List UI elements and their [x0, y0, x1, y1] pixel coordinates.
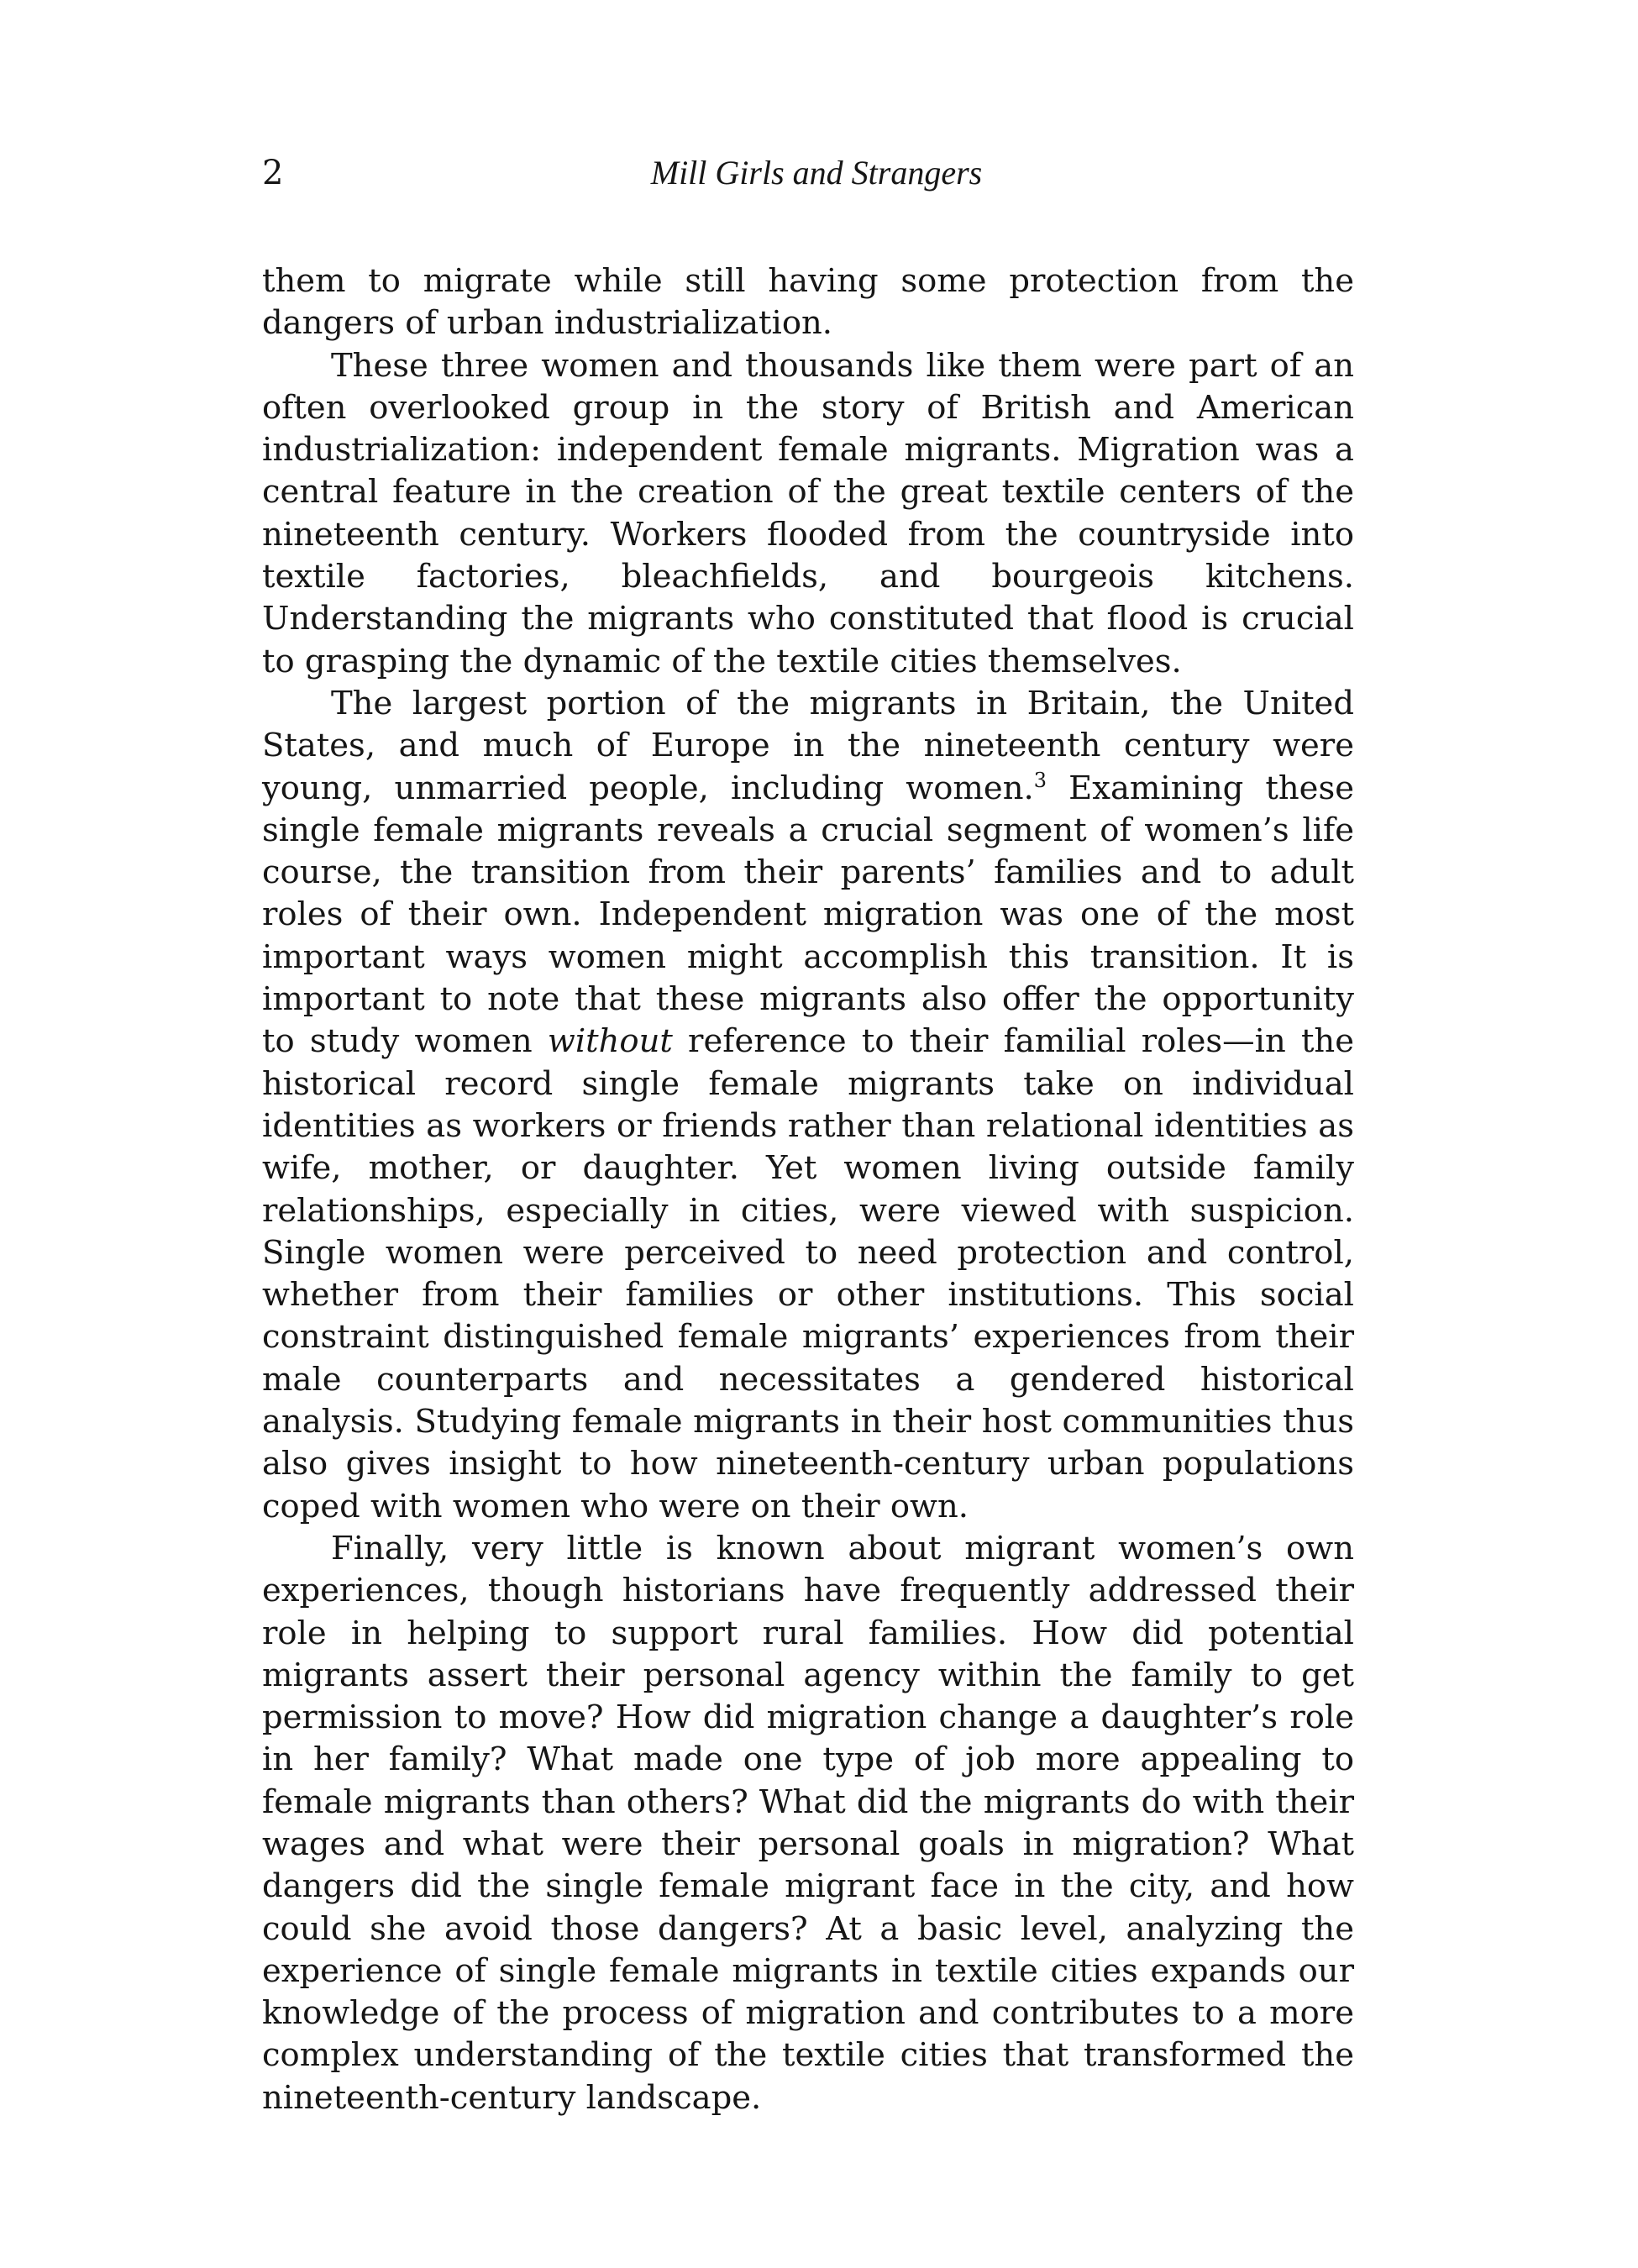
emphasis-without: without	[547, 1022, 673, 1061]
paragraph-2: These three women and thousands like them were part of an often overlooked group in the story of British and American industrialization: independent female migrants. Migration was a central feature in the creation of the great textile centers of the nineteenth century. Workers flooded from the countryside into textile factories, bleachfields, and bourgeois kitchens. Understanding the migrants who constituted that flood is crucial to grasping the dynamic of the textile cities themselves.	[262, 346, 1354, 680]
running-head	[262, 150, 1354, 197]
paragraph-1: them to migrate while still having some protection from the dangers of urban industrialization.	[262, 262, 1354, 343]
paragraph-3-text-c: reference to their familial roles—in the historical record single female migrants take on individual identities as workers or friends rather than relational identities as wife, mother, or daughter. Yet women living outside family relationships, especially in cities, were viewed with suspicion. Single women were perceived to need protection and control, whether from their families or other institutions. This social constraint distinguished female migrants’ experiences from their male counterparts and necessitates a gendered historical analysis. Studying female migrants in their host communities thus also gives insight to how nineteenth-century urban populations coped with women who were on their own.	[262, 1022, 1354, 1525]
paragraph-4: Finally, very little is known about migrant women’s own experiences, though historians have frequently addressed their role in helping to support rural families. How did potential migrants assert their personal agency within the family to get permission to move? How did migration change a daughter’s role in her family? What made one type of job more appealing to female migrants than others? What did the migrants do with their wages and what were their personal goals in migration? What dangers did the single female migrant face in the city, and how could she avoid those dangers? At a basic level, analyzing the experience of single female migrants in textile cities expands our knowledge of the process of migration and contributes to a more complex understanding of the textile cities that transformed the nineteenth-century landscape.	[262, 1529, 1354, 2117]
body-text	[262, 260, 1354, 2119]
paragraph-3-text-b: Examining these single female migrants reveals a crucial segment of women’s life course, the transition from their parents’ families and to adult roles of their own. Independent migration was one of the most important ways women might accomplish this transition. It is important to note that these migrants also offer the opportunity to study women	[262, 769, 1354, 1061]
paragraph-3-text-a: The largest portion of the migrants in Britain, the United States, and much of Europe in the nineteenth century were young, unmarried people, including women.	[262, 684, 1354, 807]
footnote-reference-3[interactable]: 3	[1033, 768, 1047, 792]
page-number: 2	[262, 154, 284, 192]
paragraph-3	[262, 683, 1354, 1528]
running-title: Mill Girls and Strangers	[650, 154, 983, 192]
